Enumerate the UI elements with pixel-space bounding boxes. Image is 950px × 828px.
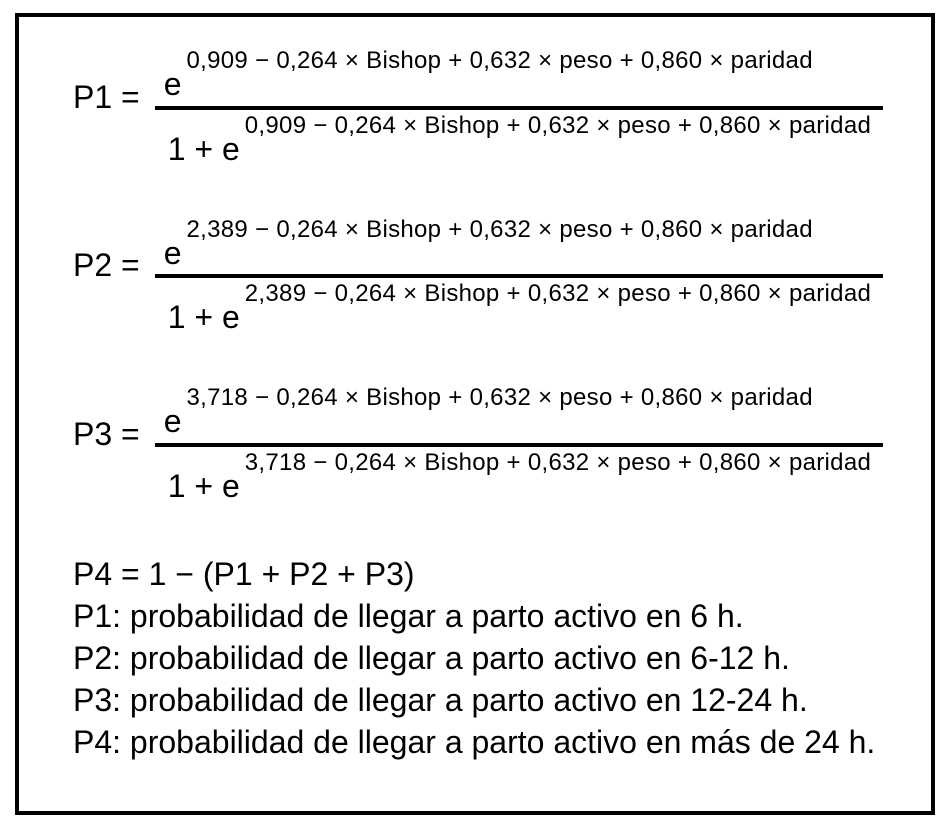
numerator-exponent: 3,718 − 0,264 × Bishop + 0,632 × peso + 0,860 × paridad bbox=[186, 384, 813, 412]
denominator-base: 1 + e bbox=[167, 299, 240, 336]
formula-p3 bbox=[73, 384, 913, 505]
numerator-exponent: 2,389 − 0,264 × Bishop + 0,632 × peso + 0,860 × paridad bbox=[186, 215, 813, 243]
numerator-exponent: 0,909 − 0,264 × Bishop + 0,632 × peso + 0,860 × paridad bbox=[186, 47, 813, 74]
definition-p3: P3: probabilidad de llegar a parto activo en 12-24 h. bbox=[73, 681, 808, 718]
formula-p1 bbox=[73, 47, 913, 168]
formula-p3-label: P3 = bbox=[73, 415, 140, 452]
formula-p2-label: P2 = bbox=[73, 247, 140, 284]
formula-p1-label: P1 = bbox=[73, 78, 140, 115]
formula-p3-denominator bbox=[155, 449, 883, 505]
denominator-exponent: 3,718 − 0,264 × Bishop + 0,632 × peso + 0,860 × paridad bbox=[244, 448, 872, 476]
numerator-base: e bbox=[163, 234, 182, 271]
definition-p2: P2: probabilidad de llegar a parto activo en 6-12 h. bbox=[73, 639, 790, 676]
denominator-exponent: 2,389 − 0,264 × Bishop + 0,632 × peso + 0,860 × paridad bbox=[244, 280, 872, 308]
formula-p1-numerator bbox=[155, 47, 883, 103]
formula-p2-denominator bbox=[155, 280, 883, 336]
fraction-bar bbox=[155, 106, 883, 110]
formula-p3-fraction bbox=[155, 384, 883, 505]
formula-p1-denominator bbox=[155, 112, 883, 168]
formula-p3-numerator bbox=[155, 384, 883, 440]
formula-p2-numerator bbox=[155, 216, 883, 272]
p4-equation: P4 = 1 − (P1 + P2 + P3) bbox=[73, 555, 415, 592]
definition-p1: P1: probabilidad de llegar a parto activo en 6 h. bbox=[73, 597, 744, 634]
formula-p1-fraction bbox=[155, 47, 883, 168]
fraction-bar bbox=[155, 443, 883, 447]
denominator-exponent: 0,909 − 0,264 × Bishop + 0,632 × peso + 0,860 × paridad bbox=[244, 111, 872, 139]
legend-block bbox=[73, 553, 913, 763]
formula-p2 bbox=[73, 216, 913, 337]
definition-p4: P4: probabilidad de llegar a parto activo en más de 24 h. bbox=[73, 723, 876, 760]
denominator-base: 1 + e bbox=[167, 467, 240, 504]
numerator-base: e bbox=[163, 403, 182, 440]
figure-frame bbox=[15, 13, 935, 815]
numerator-base: e bbox=[163, 66, 182, 102]
fraction-bar bbox=[155, 274, 883, 278]
denominator-base: 1 + e bbox=[167, 130, 240, 167]
formula-p2-fraction bbox=[155, 216, 883, 337]
